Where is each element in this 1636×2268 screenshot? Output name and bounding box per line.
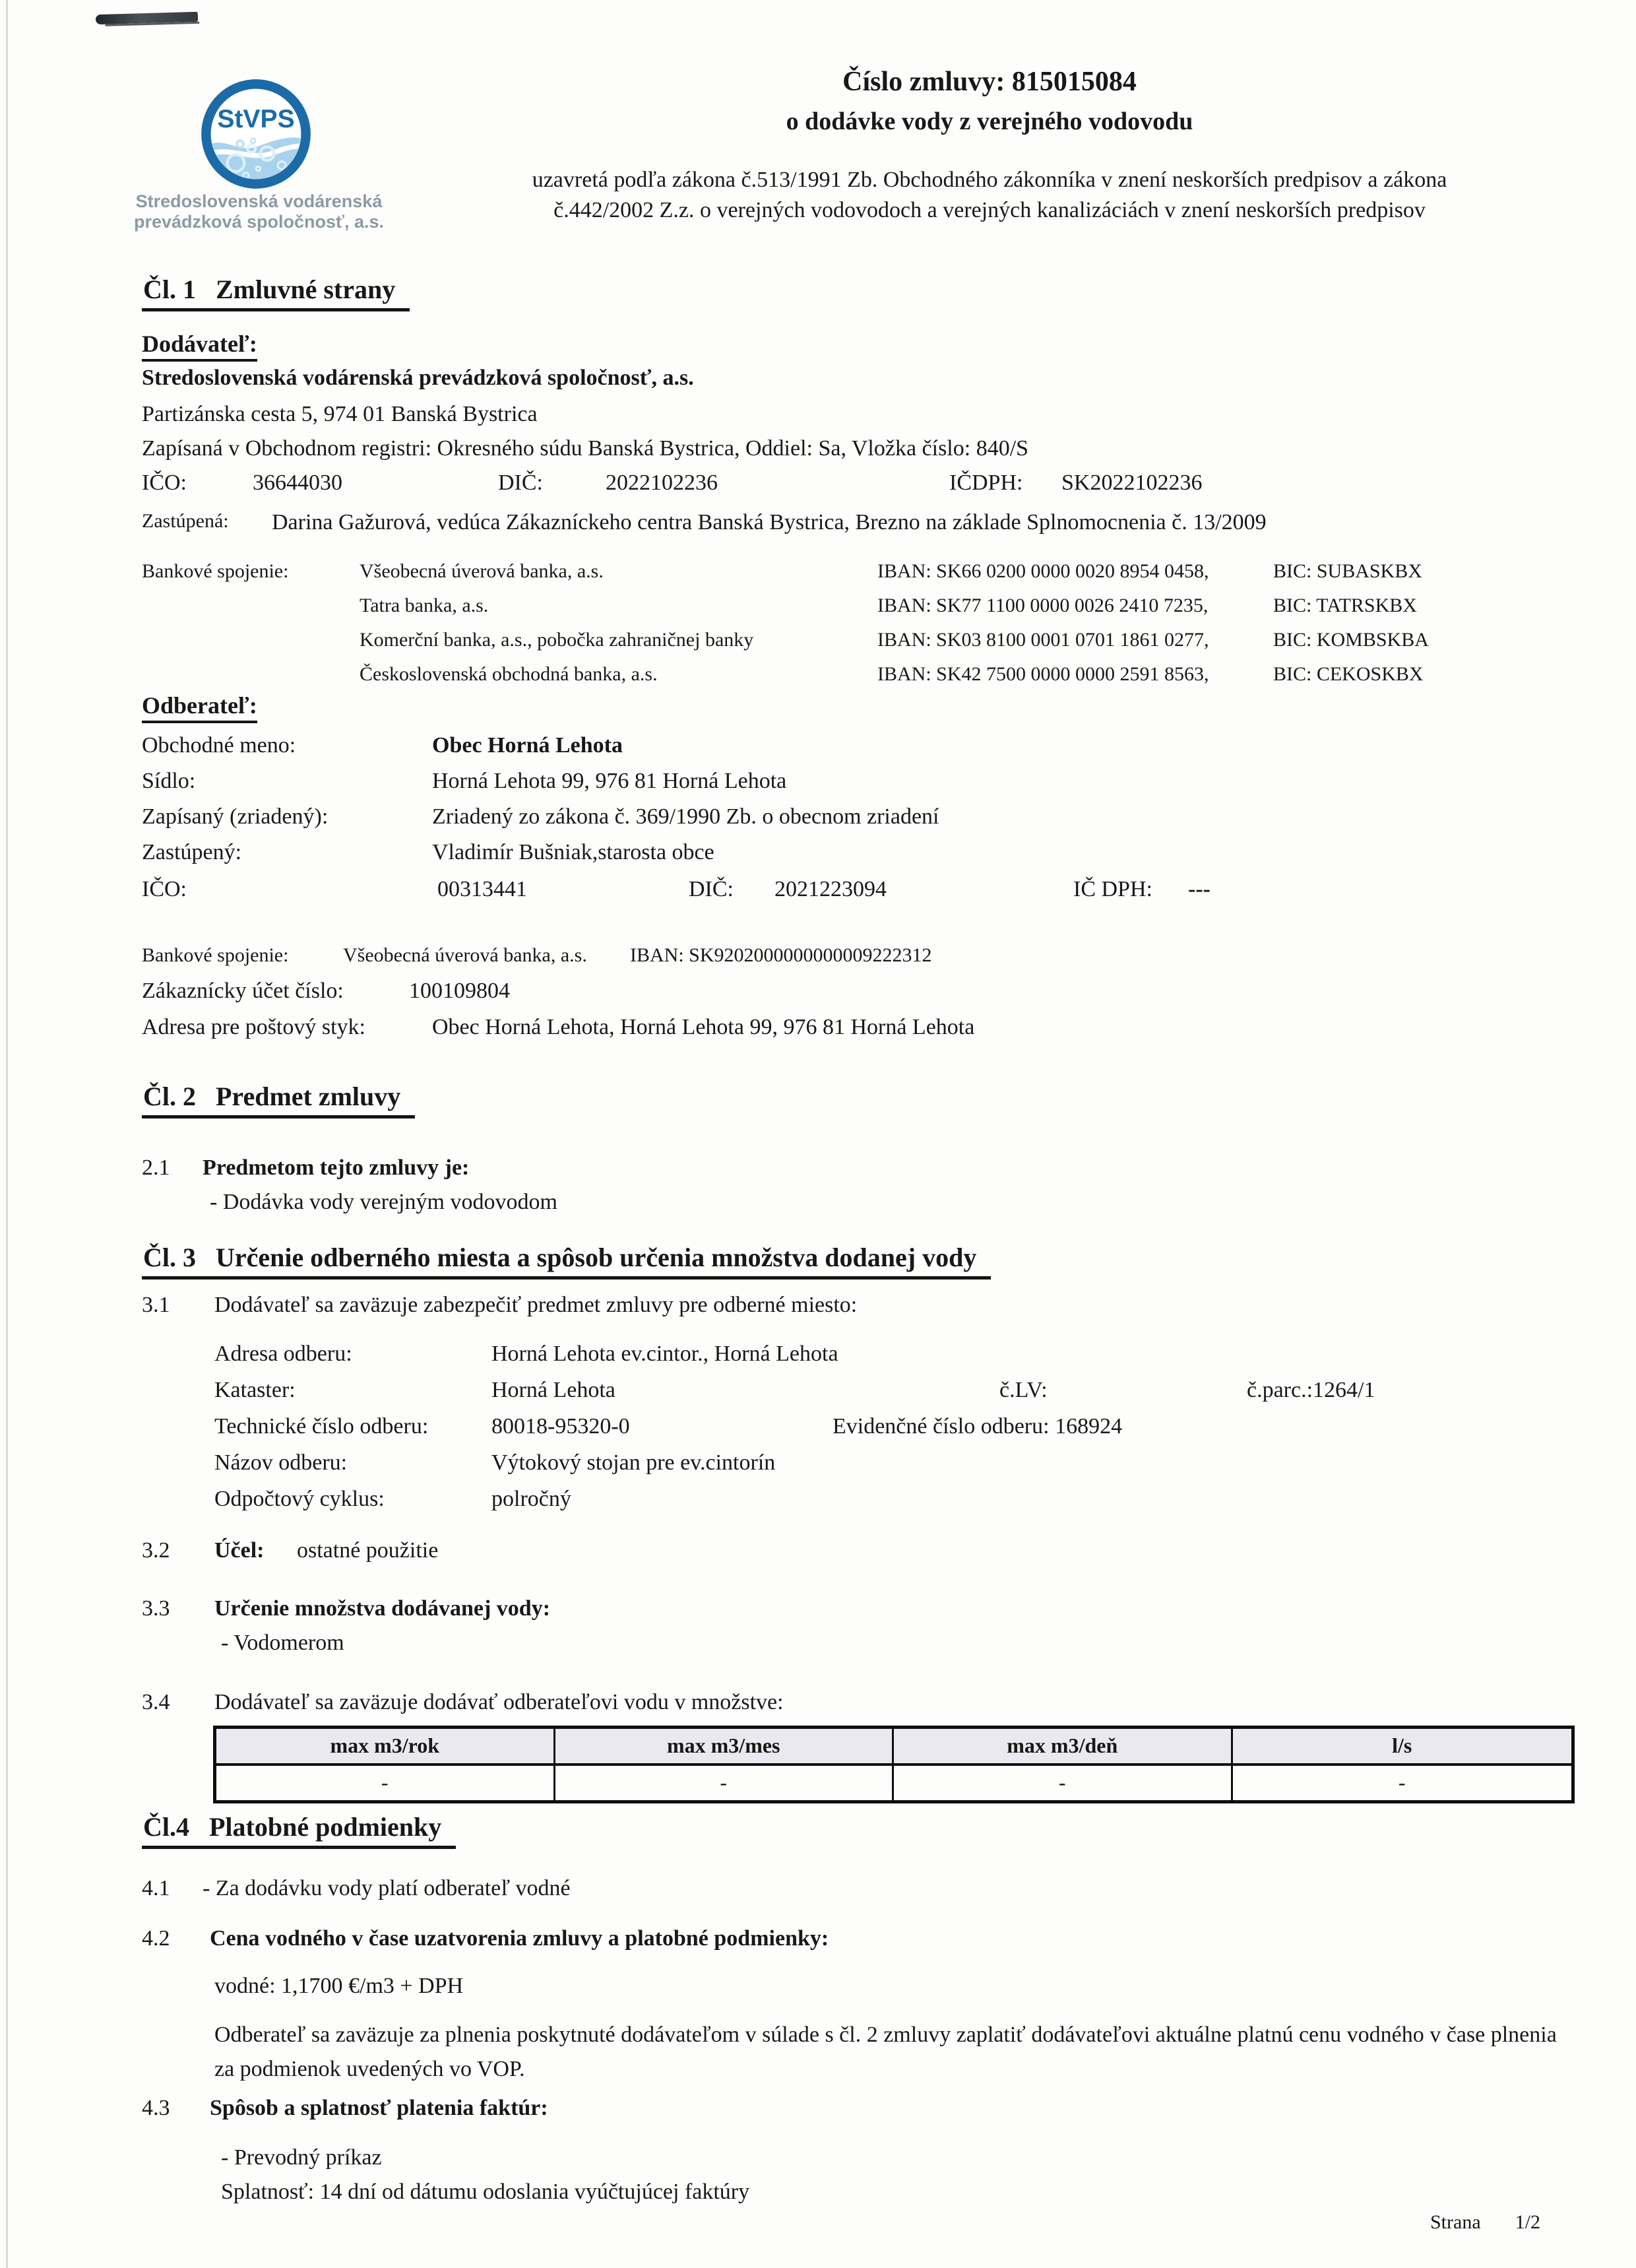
article4-number: Čl.4 xyxy=(143,1812,189,1842)
article3-number: Čl. 3 xyxy=(143,1243,196,1272)
clause-3-3-text: - Vodomerom xyxy=(221,1631,344,1655)
article2-number: Čl. 2 xyxy=(143,1082,196,1111)
customer-row-value: Obec Horná Lehota xyxy=(432,733,623,758)
bank-bic: BIC: SUBASKBX xyxy=(1273,560,1422,582)
clause-4-2-title: Cena vodného v čase uzatvorenia zmluvy a platobné podmienky: xyxy=(210,1926,829,1951)
article2-heading xyxy=(142,1081,415,1118)
supplier-representative-label: Zastúpená: xyxy=(142,510,229,532)
supply-point-row xyxy=(214,1486,1375,1522)
customer-row-label: Zapísaný (zriadený): xyxy=(142,804,329,829)
supplier-icdph-label: IČDPH: xyxy=(949,470,1023,495)
document-subtitle: o dodávke vody z verejného vodovodu xyxy=(786,107,1193,135)
bank-iban: IBAN: SK77 1100 0000 0026 2410 7235, xyxy=(877,595,1209,616)
payment-paragraph: Odberateľ sa zaväzuje za plnenia poskytnuté dodávateľom v súlade s čl. 2 zmluvy zaplatiť dodávateľovi aktuálne platnú cenu vodného v čase plnenia za podmienok uvedených vo VOP. xyxy=(214,2023,1557,2081)
supply-name-label: Názov odberu: xyxy=(214,1450,348,1475)
supplier-heading-label: Dodávateľ: xyxy=(142,330,257,362)
document-header xyxy=(462,66,1517,226)
payment-method: - Prevodný príkaz xyxy=(221,2145,382,2170)
quantity-table-header-row xyxy=(216,1729,1571,1766)
bank-name: Československá obchodná banka, a.s. xyxy=(360,663,658,685)
quantity-table-header: max m3/deň xyxy=(894,1729,1233,1763)
quantity-table xyxy=(213,1726,1575,1803)
customer-ico-label: IČO: xyxy=(142,877,187,901)
water-price: vodné: 1,1700 €/m3 + DPH xyxy=(214,1974,464,1998)
customer-icdph-value: --- xyxy=(1188,877,1211,901)
supply-address-value: Horná Lehota ev.cintor., Horná Lehota xyxy=(491,1342,838,1366)
page-footer xyxy=(1430,2211,1540,2234)
clause-4-2-number: 4.2 xyxy=(142,1926,170,1951)
bank-iban: IBAN: SK42 7500 0000 0000 2591 8563, xyxy=(877,663,1209,685)
customer-dic-value: 2021223094 xyxy=(774,877,887,901)
quantity-table-value: - xyxy=(1398,1770,1406,1795)
customer-row-label: Sídlo: xyxy=(142,769,196,793)
article1-heading xyxy=(142,274,410,311)
clause-3-2-label: Účel: xyxy=(214,1538,265,1563)
technical-number-label: Technické číslo odberu: xyxy=(214,1414,429,1439)
bank-name: Tatra banka, a.s. xyxy=(360,595,489,616)
bank-bic: BIC: TATRSKBX xyxy=(1273,595,1417,616)
clause-3-3-title: Určenie množstva dodávanej vody: xyxy=(214,1596,551,1621)
supplier-representative-value: Darina Gažurová, vedúca Zákazníckeho centra Banská Bystrica, Brezno na základe Splnomocnenia č. 13/2009 xyxy=(272,510,1267,535)
page-number: 1/2 xyxy=(1515,2211,1540,2233)
supplier-representative-row xyxy=(142,509,1267,536)
customer-row xyxy=(142,839,939,875)
cadastre-value: Horná Lehota xyxy=(491,1378,615,1402)
supplier-icdph-value: SK2022102236 xyxy=(1061,470,1203,495)
logo-company-line2: prevádzková spoločnosť, a.s. xyxy=(133,212,385,232)
legal-line1: uzavretá podľa zákona č.513/1991 Zb. Obchodného zákonníka v znení neskorších predpisov a zákona xyxy=(532,168,1447,193)
clause-2-1-text: - Dodávka vody verejným vodovodom xyxy=(210,1190,557,1214)
supplier-ico-label: IČO: xyxy=(142,470,187,495)
customer-row-value: Vladimír Bušniak,starosta obce xyxy=(432,840,714,864)
logo-abbr: StVPS xyxy=(217,104,295,133)
article1-number: Čl. 1 xyxy=(143,275,196,304)
technical-number-value: 80018-95320-0 xyxy=(491,1414,630,1439)
supplier-ico-value: 36644030 xyxy=(253,470,342,495)
clause-3-2-text: ostatné použitie xyxy=(297,1538,439,1563)
logo-company-line1: Stredoslovenská vodárenská xyxy=(135,191,383,211)
supplier-dic-label: DIČ: xyxy=(498,470,543,495)
customer-ico-value: 00313441 xyxy=(437,877,527,901)
quantity-table-header: l/s xyxy=(1392,1733,1412,1758)
customer-row-label: Obchodné meno: xyxy=(142,733,296,758)
bank-row xyxy=(360,663,1429,697)
payment-due: Splatnosť: 14 dní od dátumu odoslania vyúčtujúcej faktúry xyxy=(221,2180,750,2204)
customer-row xyxy=(142,768,939,804)
clause-3-1-number: 3.1 xyxy=(142,1293,170,1317)
evidence-number-value: 168924 xyxy=(1055,1414,1123,1439)
legal-line2: č.442/2002 Z.z. o verejných vodovodoch a verejných kanalizáciách v znení neskorších predpisov xyxy=(553,198,1426,223)
article1-title: Zmluvné strany xyxy=(216,275,396,304)
supply-point-row xyxy=(214,1413,1375,1450)
article3-heading xyxy=(142,1242,991,1280)
lv-number-label: č.LV: xyxy=(999,1378,1048,1402)
clause-3-4-text: Dodávateľ sa zaväzuje dodávať odberateľovi vodu v množstve: xyxy=(214,1690,784,1714)
customer-row-value: Zriadený zo zákona č. 369/1990 Zb. o obecnom zriadení xyxy=(432,804,939,829)
customer-iban: IBAN: SK9202000000000009222312 xyxy=(630,944,932,966)
customer-row xyxy=(142,804,939,839)
supplier-bank-list xyxy=(360,560,1429,697)
supply-name-value: Výtokový stojan pre ev.cintorín xyxy=(491,1450,776,1475)
clause-4-1-text: - Za dodávku vody platí odberateľ vodné xyxy=(203,1876,571,1900)
bank-row xyxy=(360,628,1429,663)
parcel-number: č.parc.:1264/1 xyxy=(1247,1378,1375,1402)
cadastre-label: Kataster: xyxy=(214,1378,296,1402)
stvps-logo xyxy=(200,78,312,190)
quantity-table-value: - xyxy=(894,1766,1233,1800)
quantity-table-value-row xyxy=(216,1766,1571,1800)
reading-cycle-value: polročný xyxy=(491,1487,571,1511)
bank-bic: BIC: CEKOSKBX xyxy=(1273,663,1424,685)
scan-edge-line xyxy=(6,0,8,2268)
bank-row xyxy=(360,594,1429,628)
customer-row-label: Zastúpený: xyxy=(142,840,242,864)
page-label: Strana xyxy=(1430,2211,1481,2233)
quantity-table-value: - xyxy=(555,1766,895,1800)
quantity-table-header: max m3/mes xyxy=(555,1729,895,1763)
customer-account-value: 100109804 xyxy=(409,979,510,1003)
customer-postal-label: Adresa pre poštový styk: xyxy=(142,1015,366,1039)
supply-point-row xyxy=(214,1341,1375,1377)
bank-iban: IBAN: SK66 0200 0000 0020 8954 0458, xyxy=(877,560,1209,582)
supplier-bank-label: Bankové spojenie: xyxy=(142,560,289,582)
customer-detail-rows xyxy=(142,732,939,875)
customer-bank-name: Všeobecná úverová banka, a.s. xyxy=(343,944,587,966)
clause-2-1-title: Predmetom tejto zmluvy je: xyxy=(203,1155,470,1180)
customer-account-row xyxy=(142,978,510,1004)
supply-point-row xyxy=(214,1450,1375,1486)
article4-title: Platobné podmienky xyxy=(209,1812,442,1842)
article4-heading xyxy=(142,1811,456,1849)
bank-bic: BIC: KOMBSKBA xyxy=(1273,629,1429,651)
supply-point-details xyxy=(214,1341,1375,1522)
clause-3-3-number: 3.3 xyxy=(142,1596,170,1621)
customer-account-label: Zákaznícky účet číslo: xyxy=(142,979,344,1003)
water-drop-logo-icon xyxy=(200,78,312,190)
supplier-registry: Zapísaná v Obchodnom registri: Okresného súdu Banská Bystrica, Oddiel: Sa, Vložka číslo: 840/S xyxy=(142,436,1029,461)
clause-3-2-number: 3.2 xyxy=(142,1538,170,1563)
scan-artifact xyxy=(96,12,198,24)
supplier-heading xyxy=(142,330,257,362)
customer-row-value: Horná Lehota 99, 976 81 Horná Lehota xyxy=(432,769,787,793)
clause-4-3-title: Spôsob a splatnosť platenia faktúr: xyxy=(210,2096,548,2120)
customer-bank-label: Bankové spojenie: xyxy=(142,944,289,966)
logo-company-name xyxy=(112,191,406,232)
supply-point-row xyxy=(214,1377,1375,1413)
bank-name: Všeobecná úverová banka, a.s. xyxy=(360,560,604,582)
customer-id-row xyxy=(142,876,1211,903)
bank-iban: IBAN: SK03 8100 0001 0701 1861 0277, xyxy=(877,629,1209,651)
customer-heading xyxy=(142,692,257,723)
legal-preamble xyxy=(462,165,1517,226)
clause-2-1-number: 2.1 xyxy=(142,1155,170,1180)
customer-postal-value: Obec Horná Lehota, Horná Lehota 99, 976 81 Horná Lehota xyxy=(432,1015,975,1039)
bank-row xyxy=(360,560,1429,594)
clause-3-4-number: 3.4 xyxy=(142,1690,170,1714)
customer-postal-row xyxy=(142,1014,974,1041)
customer-bank-row xyxy=(142,944,932,967)
bank-name: Komerční banka, a.s., pobočka zahraničnej banky xyxy=(360,629,754,651)
clause-4-1-number: 4.1 xyxy=(142,1876,170,1900)
evidence-number-label: Evidenčné číslo odberu: xyxy=(833,1414,1050,1439)
customer-row xyxy=(142,732,939,768)
supplier-dic-value: 2022102236 xyxy=(606,470,718,495)
quantity-table-value: - xyxy=(216,1766,555,1800)
evidence-number xyxy=(833,1413,1375,1450)
supplier-address: Partizánska cesta 5, 974 01 Banská Bystrica xyxy=(142,402,538,426)
article3-title: Určenie odberného miesta a spôsob určenia množstva dodanej vody xyxy=(216,1243,977,1272)
reading-cycle-label: Odpočtový cyklus: xyxy=(214,1487,385,1511)
contract-number: Číslo zmluvy: 815015084 xyxy=(842,67,1137,97)
supplier-id-row xyxy=(142,470,1202,496)
customer-dic-label: DIČ: xyxy=(689,877,734,901)
clause-3-1-text: Dodávateľ sa zaväzuje zabezpečiť predmet zmluvy pre odberné miesto: xyxy=(214,1293,858,1317)
quantity-table-header: max m3/rok xyxy=(216,1729,555,1763)
customer-heading-label: Odberateľ: xyxy=(142,692,257,723)
clause-4-3-number: 4.3 xyxy=(142,2096,170,2120)
supply-address-label: Adresa odberu: xyxy=(214,1342,352,1366)
article2-title: Predmet zmluvy xyxy=(216,1082,401,1111)
customer-icdph-label: IČ DPH: xyxy=(1073,877,1152,901)
supplier-name: Stredoslovenská vodárenská prevádzková spoločnosť, a.s. xyxy=(142,366,694,390)
